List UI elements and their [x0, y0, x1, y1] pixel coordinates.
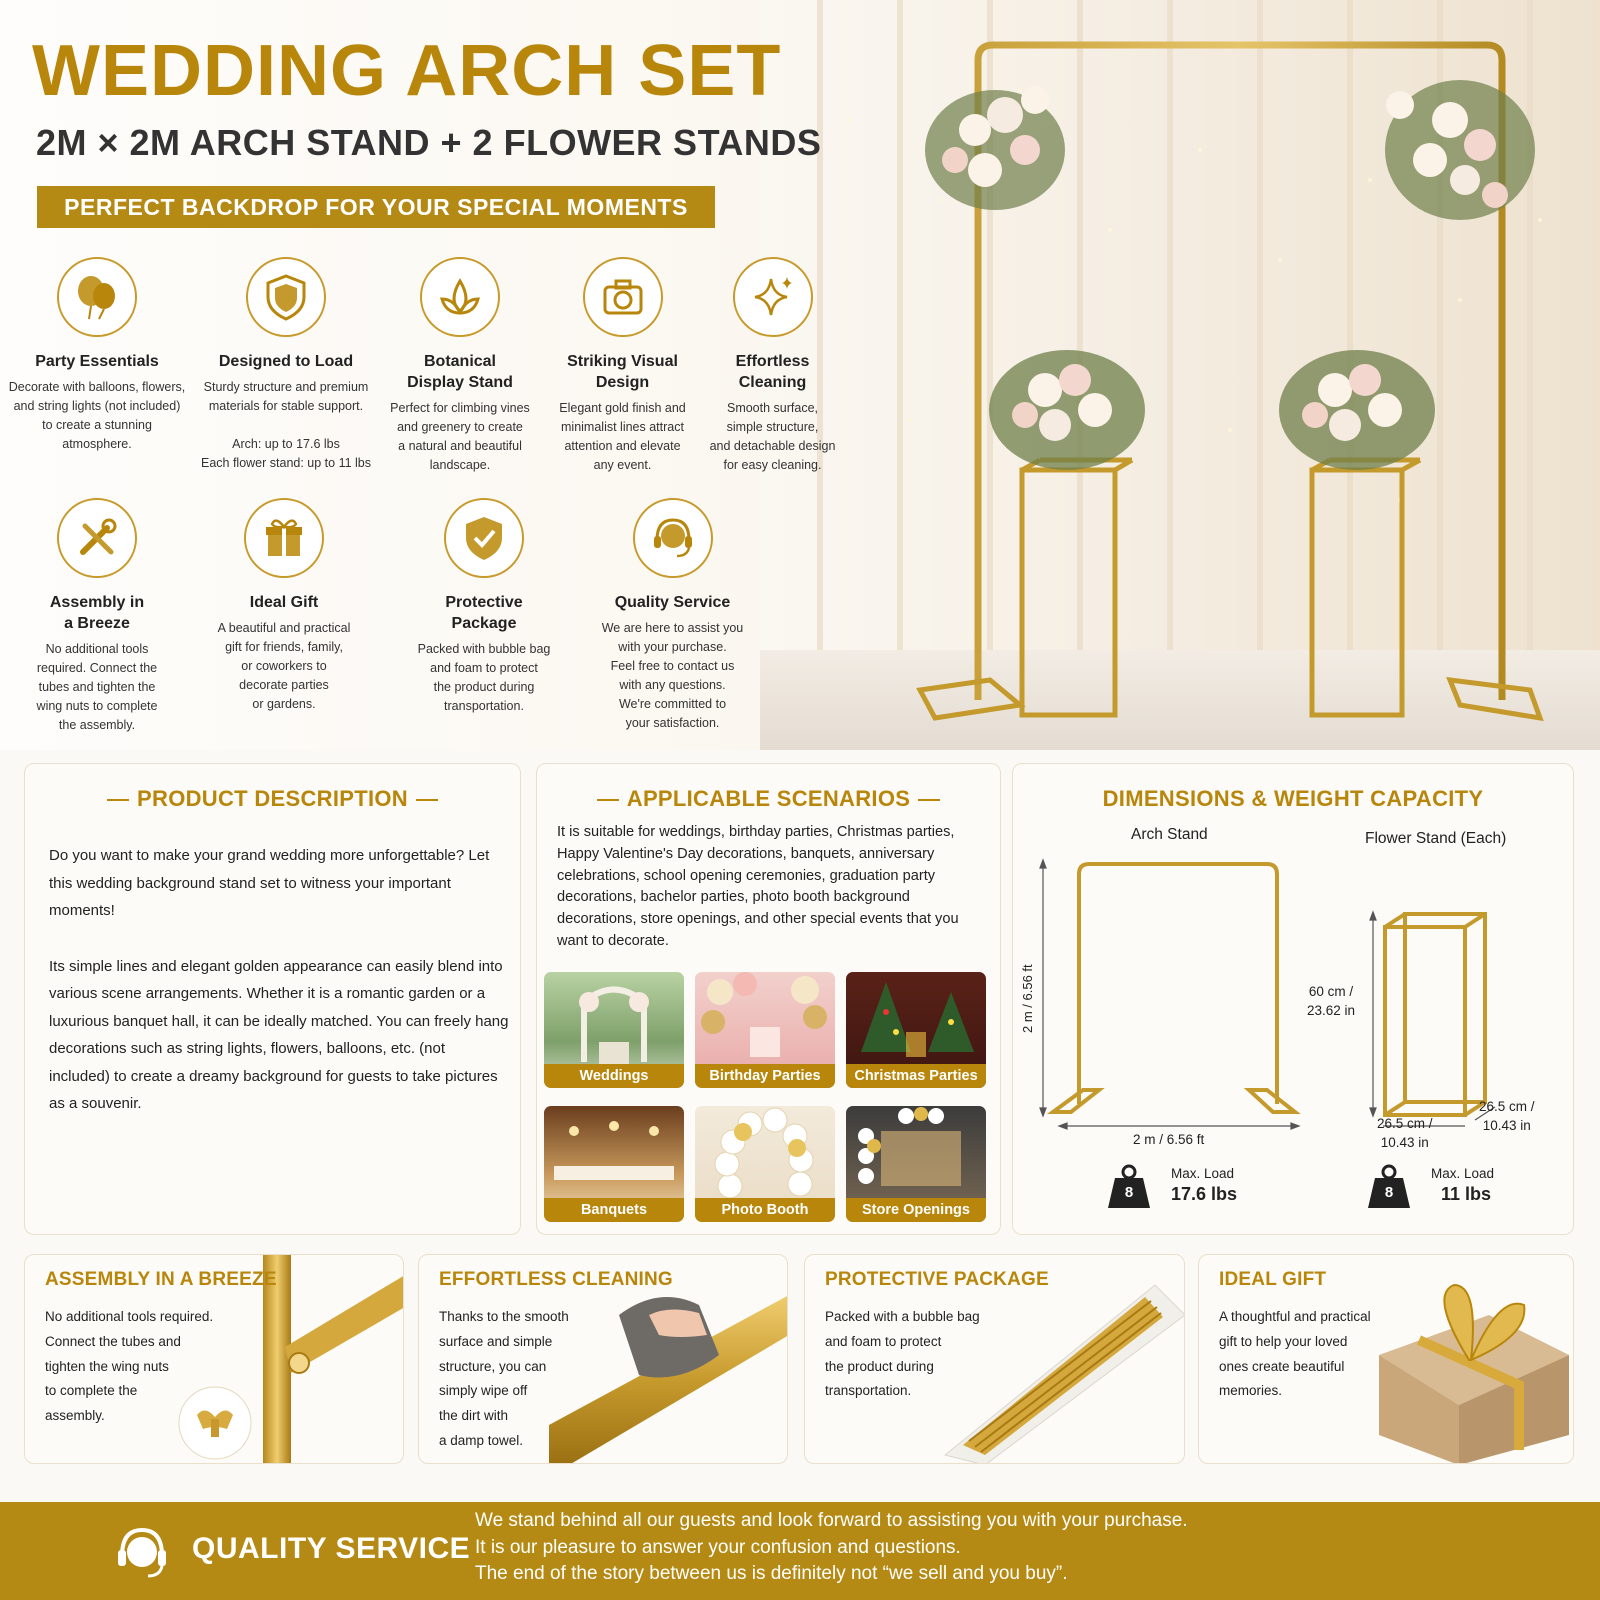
card-text: Thanks to the smooth surface and simple structure, you can simply wipe off the dirt with a damp towel.: [439, 1309, 569, 1448]
flower-stand-label: Flower Stand (Each): [1365, 830, 1507, 847]
feature-desc: Decorate with balloons, flowers, and string lights (not included) to create a stunning atmosphere.: [8, 380, 186, 451]
feature-party-essentials: [6, 257, 188, 454]
feature-striking-visual: [545, 257, 700, 475]
gift-photo: [1359, 1265, 1574, 1464]
feature-title: Designed to Load: [218, 353, 354, 370]
feature-quality-service: [585, 498, 760, 733]
tools-icon: [57, 498, 137, 578]
flower-width-label: 26.5 cm / 10.43 in: [1377, 1116, 1433, 1150]
arch-photo: [760, 0, 1600, 750]
card-title: IDEAL GIFT: [1219, 1269, 1327, 1290]
description-paragraph: Do you want to make your grand wedding more unforgettable? Let this wedding background stand set to witness your important moments!: [49, 847, 490, 919]
assembly-card: [24, 1254, 404, 1464]
flower-depth-label: 26.5 cm / 10.43 in: [1479, 1099, 1535, 1133]
balloons-icon: [57, 257, 137, 337]
feature-title: Quality Service: [614, 594, 731, 611]
footer-line: We stand behind all our guests and look forward to assisting you with your purchase.: [475, 1510, 1188, 1531]
weight-icon: [1365, 1164, 1413, 1210]
footer-line: The end of the story between us is definitely not “we sell and you buy”.: [475, 1563, 1068, 1584]
scenario-tile-christmas: [846, 972, 986, 1088]
feature-ideal-gift: [200, 498, 368, 714]
arch-load-label: Max. Load: [1171, 1166, 1235, 1181]
feature-designed-to-load: [196, 257, 376, 473]
gift-card: [1198, 1254, 1574, 1464]
scenario-label: Weddings: [544, 1064, 684, 1088]
applicable-scenarios-card: [536, 763, 1001, 1235]
feature-desc: A beautiful and practical gift for friends, family, or coworkers to decorate parties or gardens.: [217, 621, 351, 711]
scenario-tile-banquets: [544, 1106, 684, 1222]
arch-height-label: 2 m / 6.56 ft: [1020, 964, 1035, 1033]
card-title: PROTECTIVE PACKAGE: [825, 1269, 1049, 1290]
shield-check-icon: [444, 498, 524, 578]
arch-load-value: 17.6 lbs: [1171, 1184, 1238, 1204]
feature-title: Protective Package: [445, 594, 523, 632]
feature-desc: No additional tools required. Connect the tubes and tighten the wing nuts to complete the assembly.: [36, 642, 158, 732]
headset-icon: [112, 1522, 172, 1582]
leaf-icon: [420, 257, 500, 337]
feature-assembly: [22, 498, 172, 735]
feature-title: Striking Visual Design: [567, 353, 678, 391]
feature-title: Ideal Gift: [249, 594, 319, 611]
scenario-label: Birthday Parties: [695, 1064, 835, 1088]
feature-protective-package: [400, 498, 568, 716]
feature-desc: We are here to assist you with your purchase. Feel free to contact us with any questions. We're committed to your satisfaction.: [601, 621, 744, 730]
tagline-banner: PERFECT BACKDROP FOR YOUR SPECIAL MOMENTS: [37, 186, 715, 228]
footer-title: QUALITY SERVICE: [192, 1532, 471, 1565]
feature-title: Botanical Display Stand: [407, 353, 513, 391]
footer-line: It is our pleasure to answer your confusion and questions.: [475, 1536, 961, 1558]
page-subtitle: 2M × 2M ARCH STAND + 2 FLOWER STANDS: [36, 122, 822, 163]
feature-botanical-display: [380, 257, 540, 475]
section-heading: APPLICABLE SCENARIOS: [537, 786, 1000, 812]
card-title: EFFORTLESS CLEANING: [439, 1269, 673, 1290]
feature-title: Assembly in a Breeze: [49, 594, 145, 632]
scenario-label: Banquets: [544, 1198, 684, 1222]
dimensions-card: [1012, 763, 1574, 1235]
flower-load-label: Max. Load: [1431, 1166, 1495, 1181]
headset-icon: [633, 498, 713, 578]
sparkle-icon: [733, 257, 813, 337]
scenario-tile-photo-booth: [695, 1106, 835, 1222]
scenario-label: Christmas Parties: [846, 1064, 986, 1088]
feature-desc: Smooth surface, simple structure, and detachable design for easy cleaning.: [709, 401, 836, 472]
camera-icon: [583, 257, 663, 337]
scenario-label: Store Openings: [846, 1198, 986, 1222]
quality-service-footer: [0, 1502, 1600, 1600]
feature-title: Party Essentials: [35, 353, 159, 370]
feature-title: Effortless Cleaning: [735, 353, 810, 391]
page-title: WEDDING ARCH SET: [32, 31, 782, 111]
arch-width-label: 2 m / 6.56 ft: [1133, 1132, 1205, 1147]
section-heading: DIMENSIONS & WEIGHT CAPACITY: [1102, 786, 1484, 811]
package-card: [804, 1254, 1185, 1464]
weight-icon-glyph: 8: [1384, 1184, 1394, 1201]
feature-desc: Sturdy structure and premium materials for stable support. Arch: up to 17.6 lbs Each flower stand: up to 11 lbs: [200, 380, 371, 470]
section-heading: PRODUCT DESCRIPTION: [25, 786, 520, 812]
product-description-card: [24, 763, 521, 1235]
scenario-tile-store-openings: [846, 1106, 986, 1222]
feature-desc: Perfect for climbing vines and greenery to create a natural and beautiful landscape.: [390, 401, 530, 472]
arch-stand-label: Arch Stand: [1131, 826, 1208, 843]
scenario-label: Photo Booth: [695, 1198, 835, 1222]
cleaning-card: [418, 1254, 788, 1464]
scenarios-text: It is suitable for weddings, birthday parties, Christmas parties, Happy Valentine's Day decorations, banquets, anniversary celebrations, school opening ceremonies, graduation party decorations, bachelor parties, photo booth background decorations, store openings, and other special events that you want to decorate.: [557, 824, 959, 949]
card-text: Packed with a bubble bag and foam to protect the product during transportation.: [825, 1309, 980, 1399]
card-text: A thoughtful and practical gift to help your loved ones create beautiful memories.: [1219, 1309, 1371, 1399]
card-text: No additional tools required. Connect the tubes and tighten the wing nuts to complete the assembly.: [45, 1309, 214, 1424]
card-title: ASSEMBLY IN A BREEZE: [45, 1269, 277, 1290]
scenario-tile-weddings: [544, 972, 684, 1088]
flower-load-value: 11 lbs: [1441, 1184, 1492, 1204]
scenario-tile-birthday: [695, 972, 835, 1088]
footer-message: [475, 1508, 1188, 1588]
feature-desc: Elegant gold finish and minimalist lines attract attention and elevate any event.: [559, 401, 686, 472]
description-body: [49, 842, 509, 1146]
flower-height-label: 60 cm / 23.62 in: [1307, 984, 1356, 1018]
feature-desc: Packed with bubble bag and foam to protect the product during transportation.: [417, 642, 551, 713]
weight-icon-glyph: 8: [1124, 1184, 1134, 1201]
shield-icon: [246, 257, 326, 337]
weight-icon: [1105, 1164, 1153, 1210]
description-paragraph: Its simple lines and elegant golden appearance can easily blend into various scene arrangements. Whether it is a romantic garden or a luxurious banquet hall, it can be ideally matched. You can freely hang decorations such as string lights, flowers, balloons, etc. (not included) to create a dreamy background for guests to take pictures as a souvenir.: [49, 957, 509, 1112]
gift-icon: [244, 498, 324, 578]
feature-effortless-cleaning: [700, 257, 845, 475]
